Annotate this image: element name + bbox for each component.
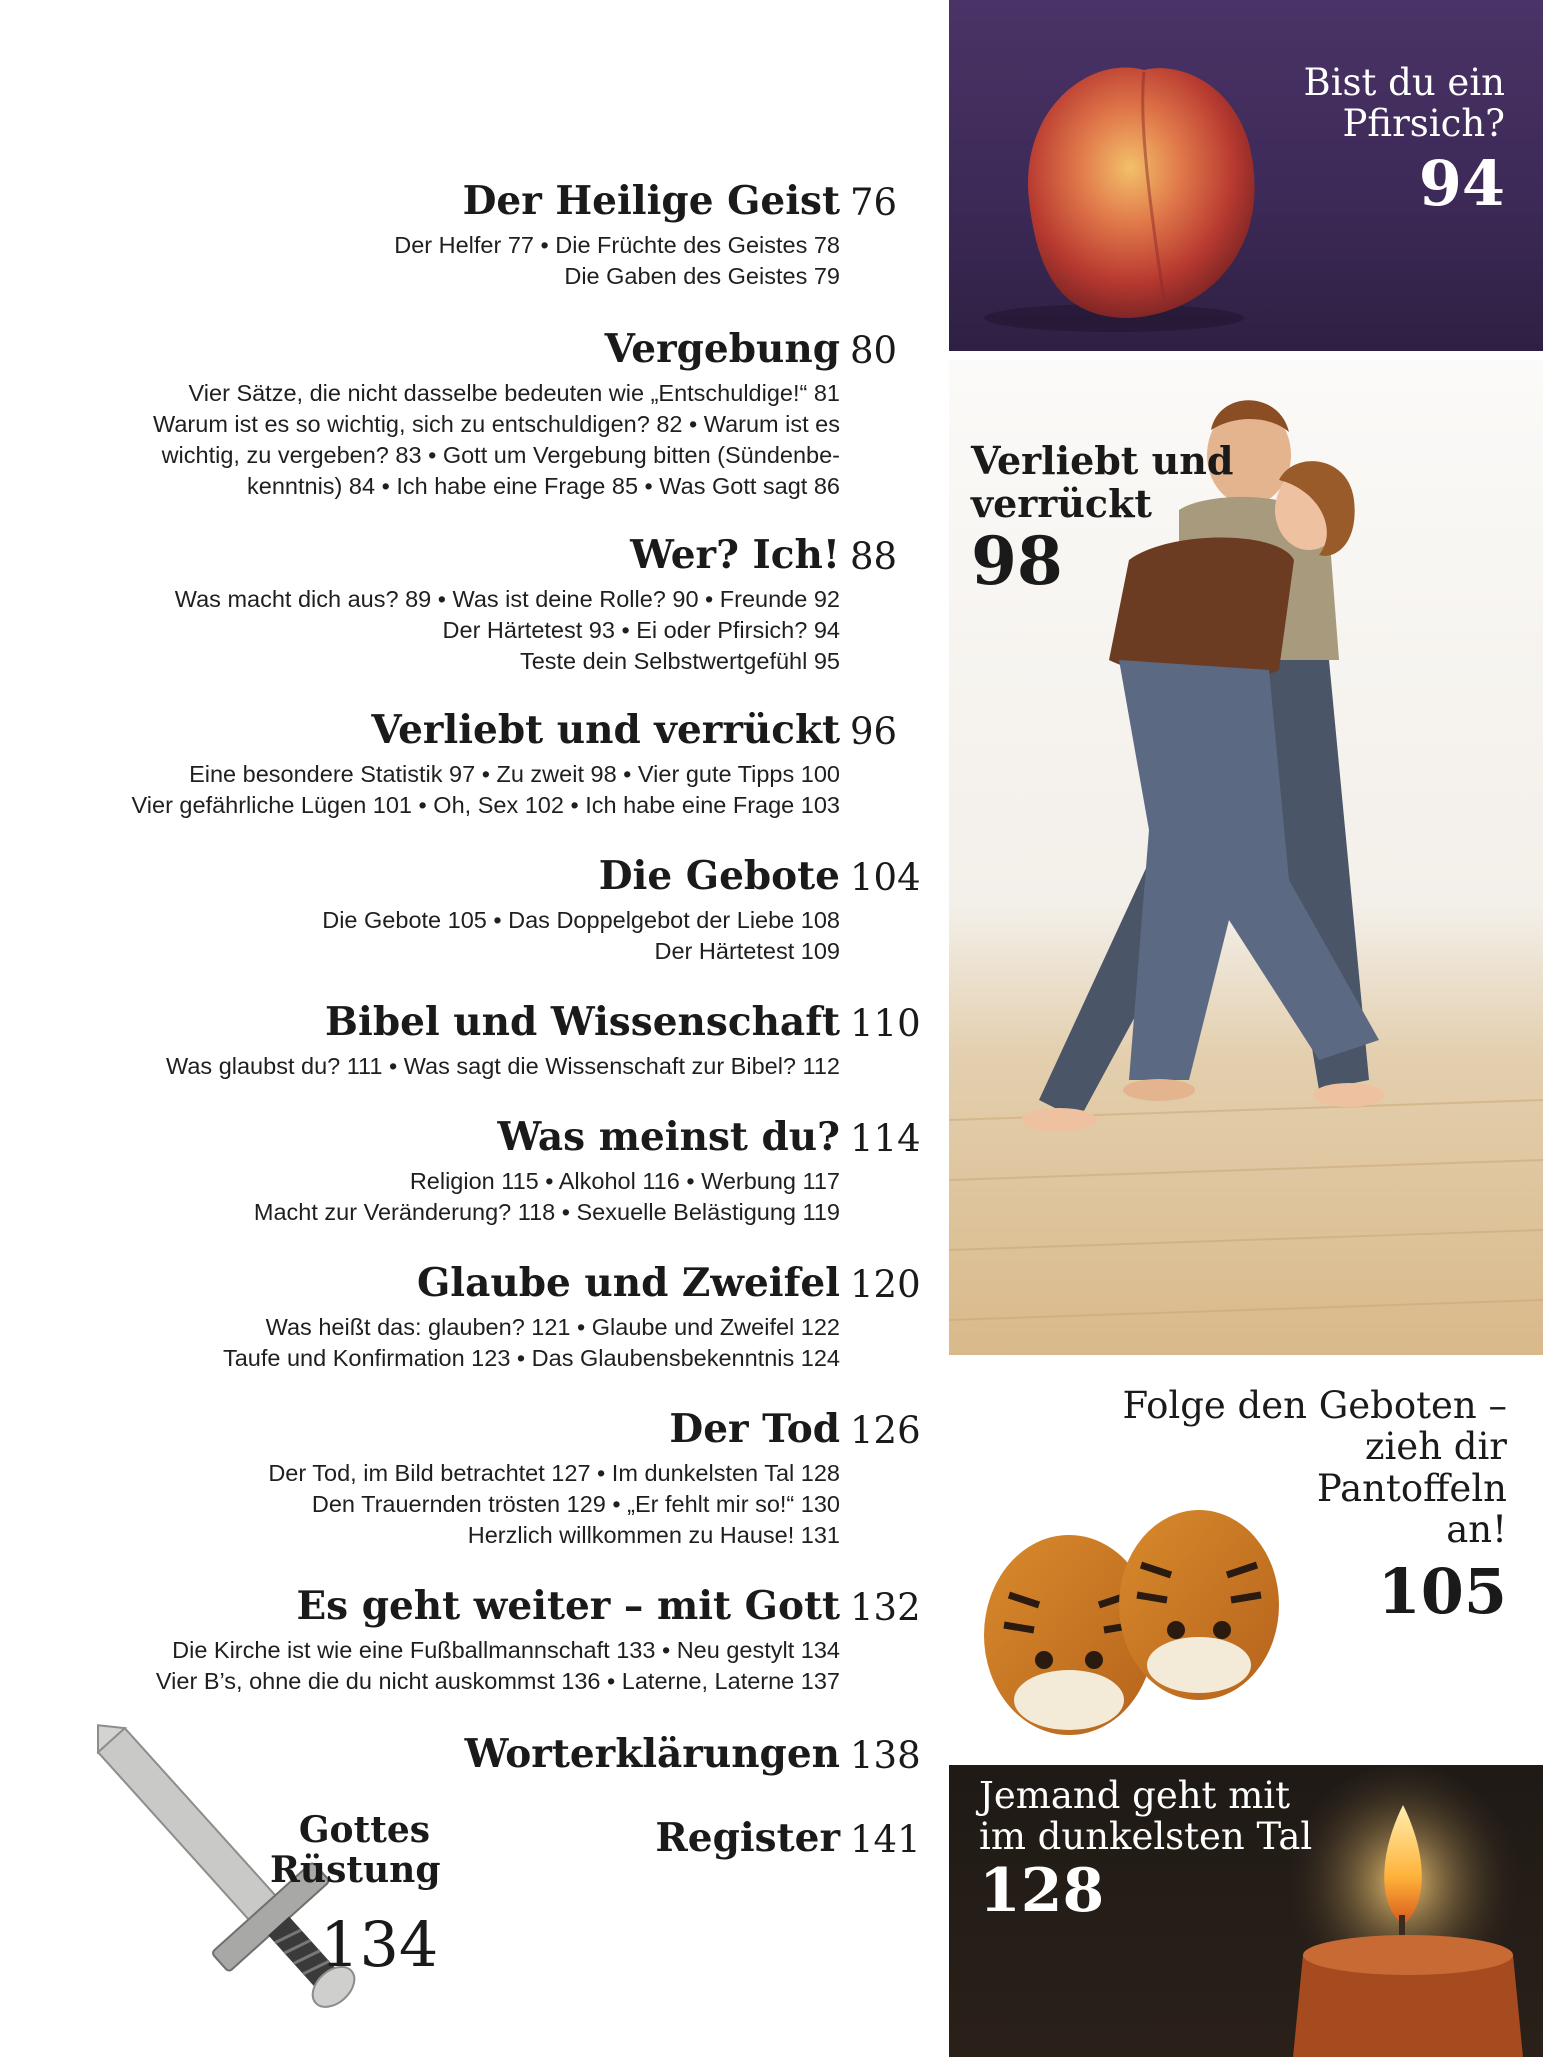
candle-caption-line2: im dunkelsten Tal	[979, 1815, 1313, 1859]
toc-subline: Die Kirche ist wie eine Fußballmannschaft 133 • Neu gestylt 134	[172, 1637, 840, 1663]
toc-subline: Der Tod, im Bild betrachtet 127 • Im dunkelsten Tal 128	[268, 1460, 840, 1486]
commandments-caption-line2: zieh dir	[1364, 1425, 1507, 1469]
toc-subline: Teste dein Selbstwertgefühl 95	[519, 648, 840, 674]
toc-entry-page: 126	[850, 1409, 921, 1452]
commandments-caption-line1: Folge den Geboten –	[1122, 1384, 1507, 1427]
toc-subline: Religion 115 • Alkohol 116 • Werbung 117	[409, 1168, 840, 1194]
peach-caption-line1: Bist du ein	[1303, 61, 1505, 104]
toc-entry-title: Der Tod	[669, 1406, 840, 1452]
toc-subline: Macht zur Veränderung? 118 • Sexuelle Belästigung 119	[253, 1199, 840, 1225]
toc-entry-title: Vergebung	[604, 326, 840, 372]
commandments-feature[interactable]	[949, 1355, 1543, 1765]
toc-entry-bibel[interactable]	[60, 981, 920, 1082]
toc-entry-page: 80	[850, 329, 898, 372]
toc-entry-title: Es geht weiter – mit Gott	[296, 1583, 840, 1629]
toc-entry-page: 132	[850, 1586, 921, 1629]
toc-entry-verliebt[interactable]	[60, 689, 920, 821]
toc-entry-page: 114	[850, 1117, 921, 1160]
toc-entry-tod[interactable]	[60, 1388, 920, 1551]
toc-subline: Was glaubst du? 111 • Was sagt die Wissenschaft zur Bibel? 112	[166, 1053, 840, 1079]
armor-caption-line2: Rüstung	[270, 1849, 441, 1892]
toc-entry-gebote[interactable]	[60, 835, 920, 967]
love-caption-line2: verrückt	[971, 480, 1152, 526]
peach-feature[interactable]	[949, 0, 1543, 351]
toc-subline: Eine besondere Statistik 97 • Zu zweit 98 • Vier gute Tipps 100	[189, 761, 840, 787]
toc-subline: Warum ist es so wichtig, sich zu entschuldigen? 82 • Warum ist es	[153, 411, 840, 437]
candle-image	[1283, 1765, 1543, 2057]
toc-subline: kenntnis) 84 • Ich habe eine Frage 85 • Was Gott sagt 86	[247, 473, 840, 499]
toc-entry-vergebung[interactable]	[60, 308, 920, 502]
toc-subline: Der Helfer 77 • Die Früchte des Geistes 78	[394, 232, 840, 258]
toc-subline: Vier Sätze, die nicht dasselbe bedeuten wie „Entschuldige!“ 81	[188, 380, 840, 406]
toc-entry-title: Wer? Ich!	[630, 532, 840, 578]
toc-entry-title: Register	[655, 1815, 840, 1861]
toc-entry-page: 88	[850, 535, 898, 578]
toc-entry-title: Der Heilige Geist	[462, 178, 840, 224]
toc-subline: Der Härtetest 93 • Ei oder Pfirsich? 94	[442, 617, 840, 643]
toc-entry-title: Bibel und Wissenschaft	[325, 999, 840, 1045]
peach-caption-line2: Pfirsich?	[1342, 102, 1505, 146]
toc-subline: wichtig, zu vergeben? 83 • Gott um Vergebung bitten (Sündenbe-	[161, 442, 840, 468]
toc-subline: Was heißt das: glauben? 121 • Glaube und Zweifel 122	[265, 1314, 840, 1340]
commandments-caption-line4: an!	[1446, 1508, 1507, 1552]
toc-entry-page: 96	[850, 710, 898, 753]
toc-subline: Herzlich willkommen zu Hause! 131	[467, 1522, 840, 1548]
toc-entry-page: 138	[850, 1734, 921, 1777]
toc-entry-title: Worterklärungen	[464, 1731, 840, 1777]
toc-subline: Vier B’s, ohne die du nicht auskommst 136 • Laterne, Laterne 137	[155, 1668, 840, 1694]
toc-entry-title: Was meinst du?	[497, 1114, 840, 1160]
toc-entry-glaube[interactable]	[60, 1242, 920, 1374]
armor-page-number: 134	[320, 1908, 439, 1981]
love-caption-line1: Verliebt und	[971, 438, 1234, 483]
toc-entry-title: Verliebt und verrückt	[371, 707, 840, 753]
love-page-number: 98	[971, 522, 1063, 601]
toc-entry-wer-ich[interactable]	[60, 514, 920, 677]
table-of-contents	[60, 160, 920, 1867]
toc-entry-was-meinst-du[interactable]	[60, 1096, 920, 1228]
toc-entry-title: Glaube und Zweifel	[416, 1260, 840, 1306]
toc-entry-page: 76	[850, 181, 898, 224]
toc-entry-page: 141	[850, 1818, 921, 1861]
toc-subline: Was macht dich aus? 89 • Was ist deine Rolle? 90 • Freunde 92	[174, 586, 840, 612]
commandments-page-number: 105	[1377, 1554, 1507, 1628]
armor-caption-line1: Gottes	[298, 1809, 430, 1851]
commandments-caption-line3: Pantoffeln	[1316, 1466, 1507, 1510]
toc-entry-title: Die Gebote	[598, 853, 840, 899]
toc-subline: Taufe und Konfirmation 123 • Das Glaubensbekenntnis 124	[222, 1345, 840, 1371]
toc-entry-es-geht-weiter[interactable]	[60, 1565, 920, 1697]
candle-page-number: 128	[979, 1855, 1105, 1926]
toc-entry-page: 110	[850, 1002, 921, 1045]
toc-entry-heiliger-geist[interactable]	[60, 160, 920, 292]
armor-feature[interactable]	[70, 1700, 450, 2030]
toc-subline: Vier gefährliche Lügen 101 • Oh, Sex 102 • Ich habe eine Frage 103	[131, 792, 840, 818]
love-feature[interactable]	[949, 360, 1543, 1355]
toc-subline: Die Gebote 105 • Das Doppelgebot der Liebe 108	[322, 907, 840, 933]
toc-subline: Die Gaben des Geistes 79	[564, 263, 840, 289]
candle-feature[interactable]	[949, 1765, 1543, 2057]
toc-entry-page: 120	[850, 1263, 921, 1306]
toc-subline: Der Härtetest 109	[654, 938, 840, 964]
toc-entry-page: 104	[850, 856, 921, 899]
peach-page-number: 94	[1418, 146, 1505, 220]
candle-caption-line1: Jemand geht mit	[979, 1774, 1290, 1817]
toc-subline: Den Trauernden trösten 129 • „Er fehlt mir so!“ 130	[311, 1491, 840, 1517]
